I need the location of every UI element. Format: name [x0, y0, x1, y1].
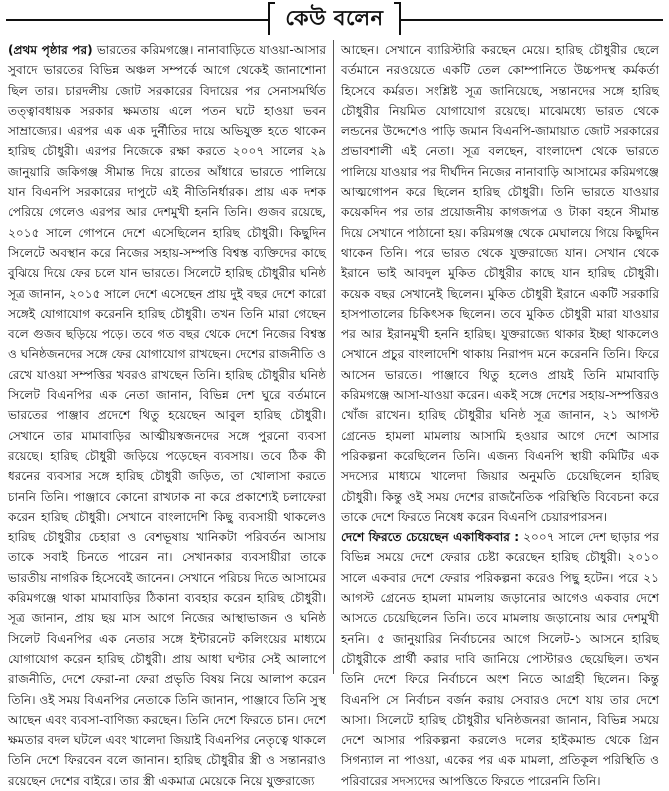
- right-column-body-1: আছেন। সেখানে ব্যারিস্টারি করছেন মেয়ে। হারিছ চৌধুরীর ছেলে বর্তমানে নরওয়েতে একটি তেল কোম্পানিতে উচ্চপদস্থ কর্মকর্তা হিসেবে কর্মরত। সংশ্লিষ্ট সূত্র জানিয়েছে, সন্তানদের সঙ্গে হারিছ চৌধুরীর নিয়মিত যোগাযোগ রয়েছে। মাঝেমধ্যে ভারত থেকে লন্ডনের উদ্দেশেও পাড়ি জমান বিএনপি-জামায়াত জোট সরকারের প্রভাবশালী এই নেতা। সূত্র বলছেন, বাংলাদেশ থেকে ভারতে পালিয়ে যাওয়ার পর দীর্ঘদিন নিজের নানাবাড়ি আসামের করিমগঞ্জে আত্মগোপন করে ছিলেন হারিছ চৌধুরী। তিনি ভারতে যাওয়ার কয়েকদিন পর তার প্রয়োজনীয় কাগজপত্র ও টাকা বহনে সীমান্ত দিয়ে সেখানে পাঠানো হয়। করিমগঞ্জ থেকে মেঘালয়ে গিয়ে কিছুদিন থাকেন তিনি। পরে ভারত থেকে যুক্তরাজ্যে যান। সেখান থেকে ইরানে ভাই আবদুল মুকিত চৌধুরীর কাছে যান হারিছ চৌধুরী। কয়েক বছর সেখানেই ছিলেন। মুকিত চৌধুরী ইরানে একটি সরকারি হাসপাতালের চিকিৎসক ছিলেন। তবে মুকিত চৌধুরী মারা যাওয়ার পর আর ইরানমুখী হননি হারিছ। যুক্তরাজ্যে থাকার ইচ্ছা থাকলেও সেখানে প্রচুর বাংলাদেশি থাকায় নিরাপদ মনে করেননি তিনি। ফিরে আসেন ভারতে। পাঞ্জাবে থিতু হলেও প্রায়ই তিনি মামাবাড়ি করিমগঞ্জে আসা-যাওয়া করেন। একই সঙ্গে দেশের সহায়-সম্পত্তিরও খোঁজ রাখেন। হারিছ চৌধুরীর ঘনিষ্ঠ সূত্র জানান, ২১ আগস্ট গ্রেনেড হামলা মামলায় আসামি হওয়ার আগে দেশে আসার পরিকল্পনা করেছিলেন তিনি। এজন্য বিএনপি স্থায়ী কমিটির এক সদস্যের মাধ্যমে খালেদা জিয়ার অনুমতি চেয়েছিলেন হারিছ চৌধুরী। কিন্তু ওই সময় দেশের রাজনৈতিক পরিস্থিতি বিবেচনা করে তাকে দেশে ফিরতে নিষেধ করেন বিএনপি চেয়ারপারসন।: [341, 43, 659, 524]
- headline-rule-left: [6, 19, 268, 21]
- subheading: দেশে ফিরতে চেয়েছেন একাধিকবার :: [341, 530, 520, 545]
- left-column: [8, 40, 326, 788]
- right-column-body-2: ২০০৭ সালে দেশ ছাড়ার পর বিভিন্ন সময়ে দেশে ফেরার চেষ্টা করেছেন হারিছ চৌধুরী। ২০১০ সালে একবার দেশে ফেরার পরিকল্পনা করেও পিছু হটেন। পরে ২১ আগস্ট গ্রেনেড হামলা মামলায় জড়ানোর আগেও একবার দেশে আসতে চেয়েছিলেন তিনি। তবে মামলায় জড়ানোয় আর দেশমুখী হননি। ৫ জানুয়ারির নির্বাচনের আগে সিলেট-১ আসনে হারিছ চৌধুরীকে প্রার্থী করার দাবি জানিয়ে পোস্টারও ছেয়েছিল। তখন তিনি দেশে ফিরে নির্বাচনে অংশ নিতে আগ্রহী ছিলেন। কিন্তু বিএনপি সে নির্বাচন বর্জন করায় সেবারও দেশে যায় তার দেশে আসা। সিলেটে হারিছ চৌধুরীর ঘনিষ্ঠজনরা জানান, বিভিন্ন সময়ে দেশে আসার পরিকল্পনা করলেও দলের হাইকমান্ড থেকে গ্রিন সিগন্যাল না পাওয়া, একের পর এক মামলা, প্রতিকূল পরিস্থিতি ও পরিবারের সদস্যদের আপত্তিতে ফিরতে পারেননি তিনি।: [341, 530, 659, 788]
- left-column-text: [8, 40, 326, 791]
- right-column-text-2: [341, 527, 659, 791]
- right-column: [341, 40, 659, 788]
- continuation-label: (প্রথম পৃষ্ঠার পর): [8, 43, 93, 57]
- column-divider: [333, 40, 334, 674]
- headline-bar: [6, 2, 663, 36]
- left-column-body: ভারতের করিমগঞ্জে। নানাবাড়িতে যাওয়া-আসার সুবাদে ভারতের বিভিন্ন অঞ্চল সম্পর্কে আগে থেকেই জানাশোনা ছিল তার। চারদলীয় জোট সরকারের বিদায়ের পর সেনাসমর্থিত তত্ত্বাবধায়ক সরকার ক্ষমতায় এলে পতন ঘটে হাওয়া ভবন সাম্রাজ্যের। এরপর এক এক দুর্নীতির দায়ে অভিযুক্ত হতে থাকেন হারিছ চৌধুরী। এরপর নিজেকে রক্ষা করতে ২০০৭ সালের ২৯ জানুয়ারি জকিগঞ্জ সীমান্ত দিয়ে রাতের আঁধারে ভারতে পালিয়ে যান বিএনপি সরকারের দাপুটে এই নীতিনির্ধারক। প্রায় এক দশক পেরিয়ে গেলেও এরপর আর দেশমুখী হননি তিনি। গুজব রয়েছে, ২০১৫ সালে গোপনে দেশে এসেছিলেন হারিছ চৌধুরী। কিছুদিন সিলেটে অবস্থান করে নিজের সহায়-সম্পত্তি বিশ্বস্ত ব্যক্তিদের কাছে বুঝিয়ে দিয়ে ফের চলে যান ভারতে। সিলেটে হারিছ চৌধুরীর ঘনিষ্ঠ সূত্র জানান, ২০১৫ সালে দেশে এসেছেন প্রায় দুই বছর দেশে কারো সঙ্গেই যোগাযোগ করেননি হারিছ চৌধুরী। তখন তিনি মারা গেছেন বলে গুজব ছড়িয়ে পড়ে। তবে গত বছর থেকে দেশে নিজের বিশ্বস্ত ও ঘনিষ্ঠজনদের সঙ্গে ফের যোগাযোগ রাখছেন। দেশের রাজনীতি ও রেখে যাওয়া সম্পত্তির খবরও রাখছেন তিনি। হারিছ চৌধুরীর ঘনিষ্ঠ সিলেট বিএনপির এক নেতা জানান, বিভিন্ন দেশ ঘুরে বর্তমানে ভারতের পাঞ্জাব প্রদেশে থিতু হয়েছেন আবুল হারিছ চৌধুরী। সেখানে তার মামাবাড়ির আত্মীয়স্বজনদের সঙ্গে পুরনো ব্যবসা রয়েছে। হারিছ চৌধুরী জড়িয়ে পড়েছেন ব্যবসায়। তবে ঠিক কী ধরনের ব্যবসার সঙ্গে হারিছ চৌধুরী জড়িত, তা খোলাসা করতে চাননি তিনি। পাঞ্জাবে কোনো রাখঢাক না করে প্রকাশ্যেই চলাফেরা করেন হারিছ চৌধুরী। সেখানে বাংলাদেশি কিছু ব্যবসায়ী থাকলেও হারিছ চৌধুরীর চেহারা ও বেশভূষায় খানিকটা পরিবর্তন আসায় তাকে সবাই চিনতে পারেন না। সেখানকার ব্যবসায়ীরা তাকে ভারতীয় নাগরিক হিসেবেই জানেন। সেখানে পরিচয় দিতে আসামের করিমগঞ্জে থাকা মামাবাড়ির ঠিকানা ব্যবহার করেন হারিছ চৌধুরী। সূত্র জানান, প্রায় ছয় মাস আগে নিজের আস্থাভাজন ও ঘনিষ্ঠ সিলেট বিএনপির এক নেতার সঙ্গে ইন্টারনেট কলিংয়ের মাধ্যমে যোগাযোগ করেন হারিছ চৌধুরী। প্রায় আধা ঘণ্টার সেই আলাপে রাজনীতি, দেশে ফেরা-না ফেরা প্রভৃতি বিষয় নিয়ে আলাপ করেন তিনি। ওই সময় বিএনপির নেতাকে তিনি জানান, পাঞ্জাবে তিনি সুস্থ আছেন এবং ব্যবসা-বাণিজ্য করছেন। তিনি দেশে ফিরতে চান। দেশে ক্ষমতার বদল ঘটলে এবং খালেদা জিয়াই বিএনপির নেতৃত্বে থাকলে তিনি দেশে ফিরবেন বলে জানান। হারিছ চৌধুরীর স্ত্রী ও সন্তানরাও রয়েছেন দেশের বাইরে। তার স্ত্রী একমাত্র মেয়েকে নিয়ে যুক্তরাজ্যে: [8, 43, 326, 788]
- headline-rule-right: [401, 19, 663, 21]
- headline: কেউ বলেন: [275, 2, 393, 37]
